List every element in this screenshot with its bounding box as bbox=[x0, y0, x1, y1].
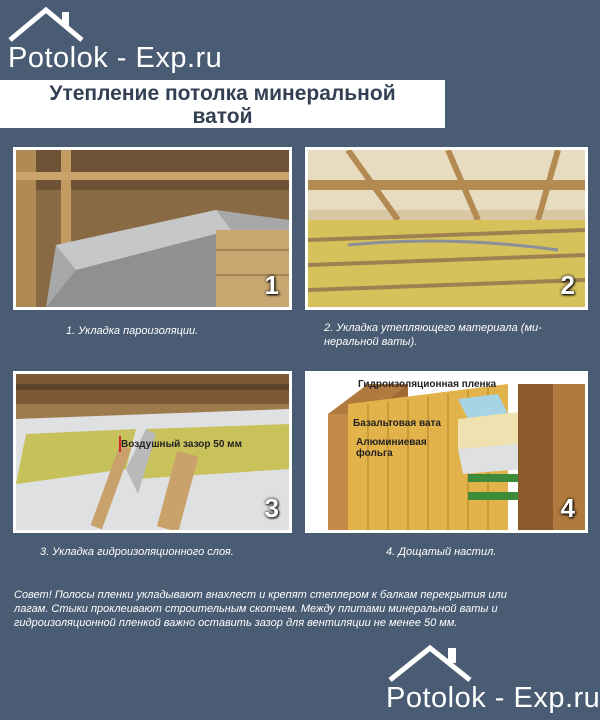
caption-line: 2. Укладка утепляющего материала (ми- bbox=[324, 322, 542, 334]
tip-line: лагам. Стыки проклеивают строительным скотчем. Между плитами минеральной ваты и bbox=[14, 603, 498, 615]
title-banner bbox=[0, 80, 445, 128]
photo-vapor-barrier bbox=[13, 147, 292, 310]
photo-board-flooring bbox=[305, 371, 588, 533]
brand-name-footer: Potolok - Exp.ru bbox=[386, 682, 600, 714]
tip-line: Совет! Полосы пленки укладывают внахлест и крепят степлером к балкам перекрытия или bbox=[14, 589, 507, 601]
tip-text bbox=[14, 588, 584, 630]
wool-label: Базальтовая вата bbox=[353, 418, 441, 429]
page-title-line1: Утепление потолка минеральной bbox=[49, 82, 396, 105]
caption-vapor-barrier: 1. Укладка пароизоляции. bbox=[66, 325, 199, 337]
caption-waterproofing: 3. Укладка гидроизоляционного слоя. bbox=[40, 546, 234, 558]
photo-waterproofing bbox=[13, 371, 292, 533]
brand-name: Potolok - Exp.ru bbox=[8, 42, 223, 74]
caption-mineral-wool bbox=[324, 321, 542, 349]
page-title-line2: ватой bbox=[192, 105, 253, 128]
house-logo-icon bbox=[6, 4, 88, 42]
foil-label-line: фольга bbox=[356, 448, 393, 459]
foil-label-line: Алюминиевая bbox=[356, 437, 427, 448]
photo-mineral-wool bbox=[305, 147, 588, 310]
membrane-label: Гидроизоляционная пленка bbox=[358, 379, 497, 390]
house-logo-icon bbox=[386, 640, 476, 682]
photo-number: 4 bbox=[560, 493, 575, 523]
caption-board-flooring: 4. Дощатый настил. bbox=[386, 546, 497, 558]
photo-number: 1 bbox=[264, 270, 279, 300]
page-title bbox=[0, 82, 445, 128]
photo-number: 2 bbox=[560, 270, 575, 300]
tip-line: гидроизоляционной пленкой важно оставить зазор для вентиляции не менее 50 мм. bbox=[14, 617, 458, 629]
photo-number: 3 bbox=[264, 493, 279, 523]
caption-line: неральной ваты). bbox=[324, 336, 418, 348]
foil-label bbox=[356, 437, 427, 459]
air-gap-label: Воздушный зазор 50 мм bbox=[121, 439, 242, 450]
